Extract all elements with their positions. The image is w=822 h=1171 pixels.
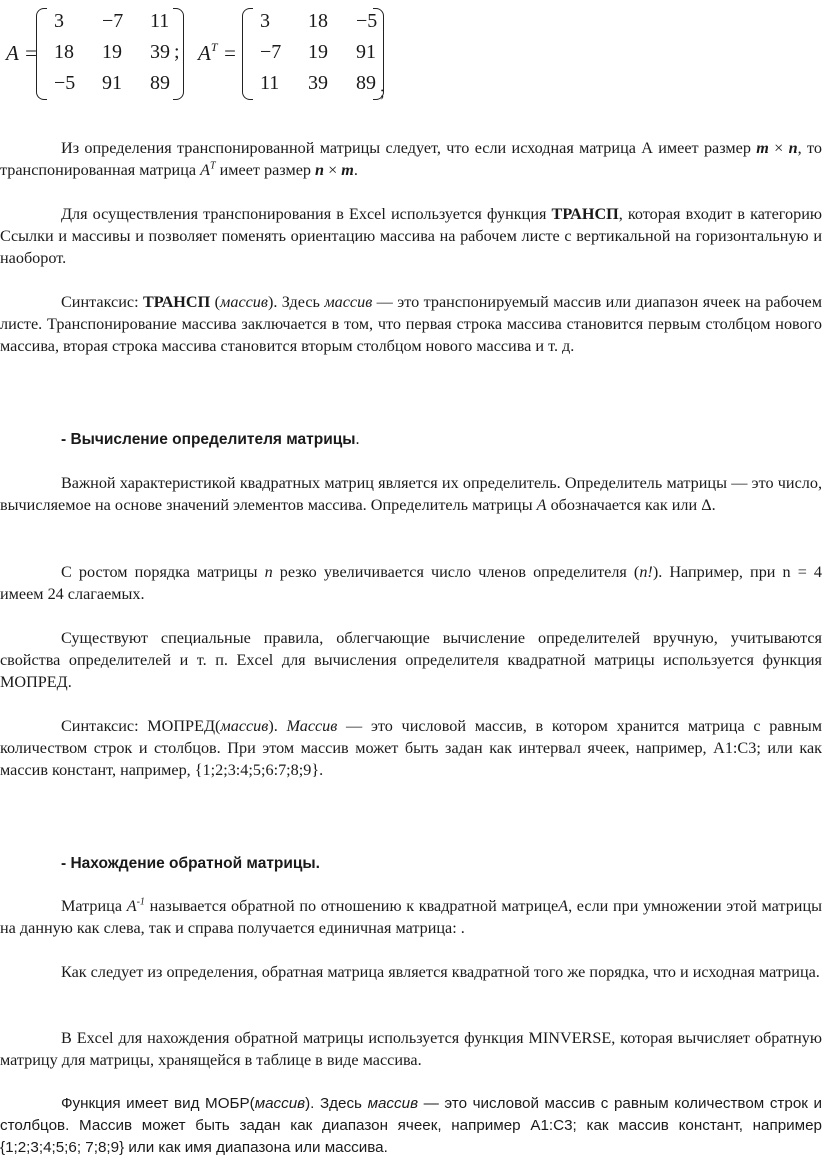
paragraph-transpose-function: Для осуществления транспонирования в Excel используется функция ТРАНСП, которая входит в категорию Ссылки и массивы и позволяет поменять ориентацию массива на рабочем листе с вертикальной на горизонтальную и наоборот.: [0, 205, 822, 267]
paragraph-transpose-definition: Из определения транспонированной матрицы следует, что если исходная матрица А имеет размер m × n, то транспонированная матрица $A^T$ имеет размер n × m.: [0, 139, 822, 179]
paragraph-mobr-syntax: Функция имеет вид МОБР(массив). Здесь массив — это числовой массив с равным количеством строк и столбцов. Массив может быть задан как диапазон ячеек, например А1:С3; как массив констант, например {1;2;3;4;5;6; 7;8;9} или как имя диапазона или массива.: [0, 1095, 822, 1156]
paragraph-minverse-function: В Excel для нахождения обратной матрицы используется функция MINVERSE, которая вычисляет обратную матрицу для матрицы, хранящейся в таблице в виде массива.: [0, 1029, 822, 1069]
matrix-cell: 89: [356, 72, 376, 94]
matrix-cell: 3: [54, 10, 64, 32]
matrix-cell: 91: [102, 72, 122, 94]
matrix-cell: −7: [102, 10, 124, 32]
matrix-cell: −5: [356, 10, 378, 32]
paragraph-determinant-definition: Важной характеристикой квадратных матриц является их определитель. Определитель матрицы — это число, вычисляемое на основе значений элементов массива. Определитель матрицы A обозначается как или Δ.: [0, 474, 822, 514]
matrix-cell: −7: [260, 41, 282, 63]
matrix-cell: 39: [308, 72, 328, 94]
paragraph-determinant-order: С ростом порядка матрицы n резко увеличивается число членов определителя (n!). Например, при n = 4 имеем 24 слагаемых.: [0, 563, 822, 603]
matrix-a-transposed: [242, 6, 384, 104]
matrix-cell: −5: [54, 72, 76, 94]
heading-determinant: - Вычисление определителя матрицы.: [61, 430, 360, 448]
matrix-cell: 39: [150, 41, 170, 63]
matrix-cell: 18: [308, 10, 328, 32]
matrix-cell: 3: [260, 10, 270, 32]
paragraph-determinant-rules: Существуют специальные правила, облегчающие вычисление определителей вручную, учитываются свойства определителей и т. п. Excel для вычисления определителя квадратной матрицы используется функция МОПРЕД.: [0, 629, 822, 691]
paragraph-inverse-property: Как следует из определения, обратная матрица является квадратной того же порядка, что и исходная матрица.: [61, 963, 820, 981]
matrix-end-semicolon: ;: [380, 84, 385, 101]
matrix-cell: 91: [356, 41, 376, 63]
left-bracket: [242, 8, 253, 100]
matrix-formula: [6, 6, 426, 104]
matrix-cell: 11: [150, 10, 170, 32]
matrix-cell: 18: [54, 41, 74, 63]
matrix-a-label: A =: [6, 41, 38, 65]
matrix-separator: ;: [174, 41, 180, 63]
matrix-cell: 19: [102, 41, 122, 63]
matrix-cell: 11: [260, 72, 280, 94]
matrix-a: [36, 6, 184, 104]
matrix-cell: 89: [150, 72, 170, 94]
matrix-cell: 19: [308, 41, 328, 63]
paragraph-mopred-syntax: Синтаксис: МОПРЕД(массив). Массив — это числовой массив, в котором хранится матрица с равным количеством строк и столбцов. При этом массив может быть задан как интервал ячеек, например, А1:С3; или как массив констант, например, {1;2;3:4;5;6:7;8;9}.: [0, 717, 822, 779]
left-bracket: [36, 8, 47, 100]
matrix-at-label: $A^T$ =: [198, 40, 237, 65]
paragraph-transpose-syntax: Синтаксис: ТРАНСП (массив). Здесь массив — это транспонируемый массив или диапазон ячеек на рабочем листе. Транспонирование массива заключается в том, что первая строка массива становится первым столбцом нового массива, вторая строка массива становится вторым столбцом нового массива и т. д.: [0, 293, 822, 355]
heading-inverse-matrix: - Нахождение обратной матрицы.: [61, 855, 320, 872]
paragraph-inverse-definition: Матрица $A^{-1}$ называется обратной по отношению к квадратной матрицеA, если при умножении этой матрицы на данную как слева, так и справа получается единичная матрица: .: [0, 896, 822, 937]
